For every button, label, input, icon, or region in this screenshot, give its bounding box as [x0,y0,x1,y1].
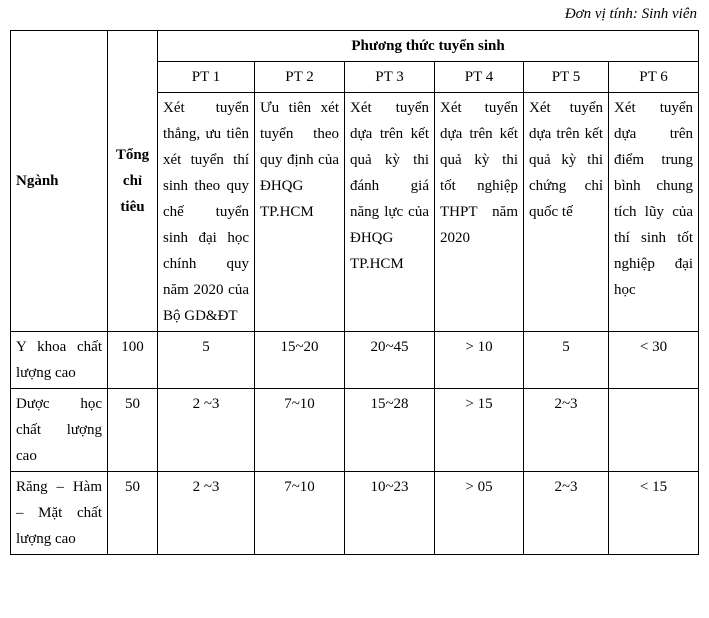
row-value: 20~45 [345,332,435,389]
row-value: 2~3 [524,472,609,555]
table-row [11,472,699,555]
row-nganh: Dược học chất lượng cao [11,389,108,472]
row-value: 15~20 [255,332,345,389]
row-value: 2 ~3 [158,389,255,472]
row-value: 10~23 [345,472,435,555]
row-value: 5 [524,332,609,389]
table-row [11,389,699,472]
admission-quota-table [10,30,699,555]
header-phuong-thuc: Phương thức tuyển sinh [158,31,699,62]
desc-pt2: Ưu tiên xét tuyển theo quy định của ĐHQG TP.HCM [255,93,345,332]
row-tong: 50 [108,389,158,472]
header-pt4: PT 4 [435,62,524,93]
row-value: < 30 [609,332,699,389]
header-pt6: PT 6 [609,62,699,93]
header-row-group [11,31,699,62]
header-pt3: PT 3 [345,62,435,93]
desc-pt4: Xét tuyển dựa trên kết quả kỳ thi tốt nghiệp THPT năm 2020 [435,93,524,332]
row-value: < 15 [609,472,699,555]
row-nganh: Răng – Hàm – Mặt chất lượng cao [11,472,108,555]
desc-pt1: Xét tuyển thẳng, ưu tiên xét tuyển thí sinh theo quy chế tuyển sinh đại học chính quy năm 2020 của Bộ GD&ĐT [158,93,255,332]
header-nganh: Ngành [11,31,108,332]
row-value: 15~28 [345,389,435,472]
table-row [11,332,699,389]
header-pt5: PT 5 [524,62,609,93]
row-value [609,389,699,472]
header-tong-chi-tieu: Tổng chỉ tiêu [108,31,158,332]
desc-pt6: Xét tuyển dựa trên điểm trung bình chung tích lũy của thí sinh tốt nghiệp đại học [609,93,699,332]
row-value: 2~3 [524,389,609,472]
header-pt1: PT 1 [158,62,255,93]
row-value: 7~10 [255,389,345,472]
row-nganh: Y khoa chất lượng cao [11,332,108,389]
row-tong: 100 [108,332,158,389]
row-value: > 05 [435,472,524,555]
row-value: 2 ~3 [158,472,255,555]
unit-note: Đơn vị tính: Sinh viên [564,6,697,22]
row-value: 5 [158,332,255,389]
row-tong: 50 [108,472,158,555]
row-value: > 15 [435,389,524,472]
header-pt2: PT 2 [255,62,345,93]
desc-pt5: Xét tuyển dựa trên kết quả kỳ thi chứng chỉ quốc tế [524,93,609,332]
row-value: 7~10 [255,472,345,555]
row-value: > 10 [435,332,524,389]
desc-pt3: Xét tuyển dựa trên kết quả kỳ thi đánh giá năng lực của ĐHQG TP.HCM [345,93,435,332]
